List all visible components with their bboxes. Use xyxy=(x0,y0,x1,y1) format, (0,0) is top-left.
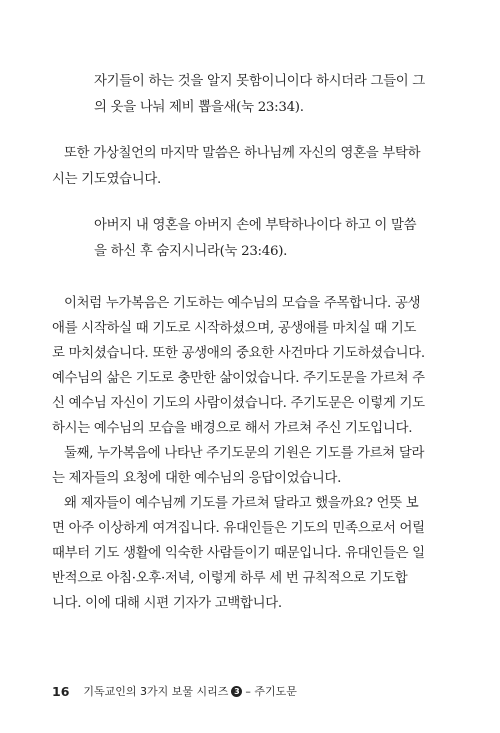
body-line: 예수님의 삶은 기도로 충만한 삶이었습니다. 주기도문을 가르쳐 주 xyxy=(52,371,425,386)
body-line: 왜 제자들이 예수님께 기도를 가르쳐 달라고 했을까요? 언뜻 보 xyxy=(64,496,419,511)
body-line: 하시는 예수님의 모습을 배경으로 해서 가르쳐 주신 기도입니다. xyxy=(52,421,413,436)
quote-line: 아버지 내 영혼을 아버지 손에 부탁하나이다 하고 이 말씀 xyxy=(94,218,417,233)
body-line: 애를 시작하실 때 기도로 시작하셨으며, 공생애를 마치실 때 기도 xyxy=(52,321,417,336)
series-number-badge: 3 xyxy=(231,686,242,697)
body-line: 이처럼 누가복음은 기도하는 예수님의 모습을 주목합니다. 공생 xyxy=(64,296,421,311)
quote-line: 을 하신 후 숨지시니라(눅 23:46). xyxy=(94,244,288,259)
book-subtitle: – 주기도문 xyxy=(245,685,297,698)
body-line: 시는 기도였습니다. xyxy=(52,172,161,187)
series-title: 기독교인의 3가지 보물 시리즈 xyxy=(83,685,229,698)
body-line: 때부터 기도 생활에 익숙한 사람들이기 때문입니다. 유대인들은 일 xyxy=(52,546,425,561)
body-line: 반적으로 아침·오후·저녁, 이렇게 하루 세 번 규칙적으로 기도합 xyxy=(52,571,408,586)
body-line: 둘째, 누가복음에 나타난 주기도문의 기원은 기도를 가르쳐 달라 xyxy=(64,446,425,461)
page-number: 16 xyxy=(52,683,70,699)
body-line: 신 예수님 자신이 기도의 사람이셨습니다. 주기도문은 이렇게 기도 xyxy=(52,396,425,411)
page-footer xyxy=(52,683,297,699)
body-line: 면 아주 이상하게 여겨집니다. 유대인들은 기도의 민족으로서 어릴 xyxy=(52,521,425,536)
body-line: 는 제자들의 요청에 대한 예수님의 응답이었습니다. xyxy=(52,471,342,486)
body-line: 또한 가상칠언의 마지막 말씀은 하나님께 자신의 영혼을 부탁하 xyxy=(64,146,421,161)
quote-line: 의 옷을 나눠 제비 뽑을새(눅 23:34). xyxy=(94,100,304,115)
body-line: 니다. 이에 대해 시편 기자가 고백합니다. xyxy=(52,596,282,611)
quote-line: 자기들이 하는 것을 알지 못함이니이다 하시더라 그들이 그 xyxy=(94,74,425,89)
body-line: 로 마치셨습니다. 또한 공생애의 중요한 사건마다 기도하셨습니다. xyxy=(52,346,425,361)
